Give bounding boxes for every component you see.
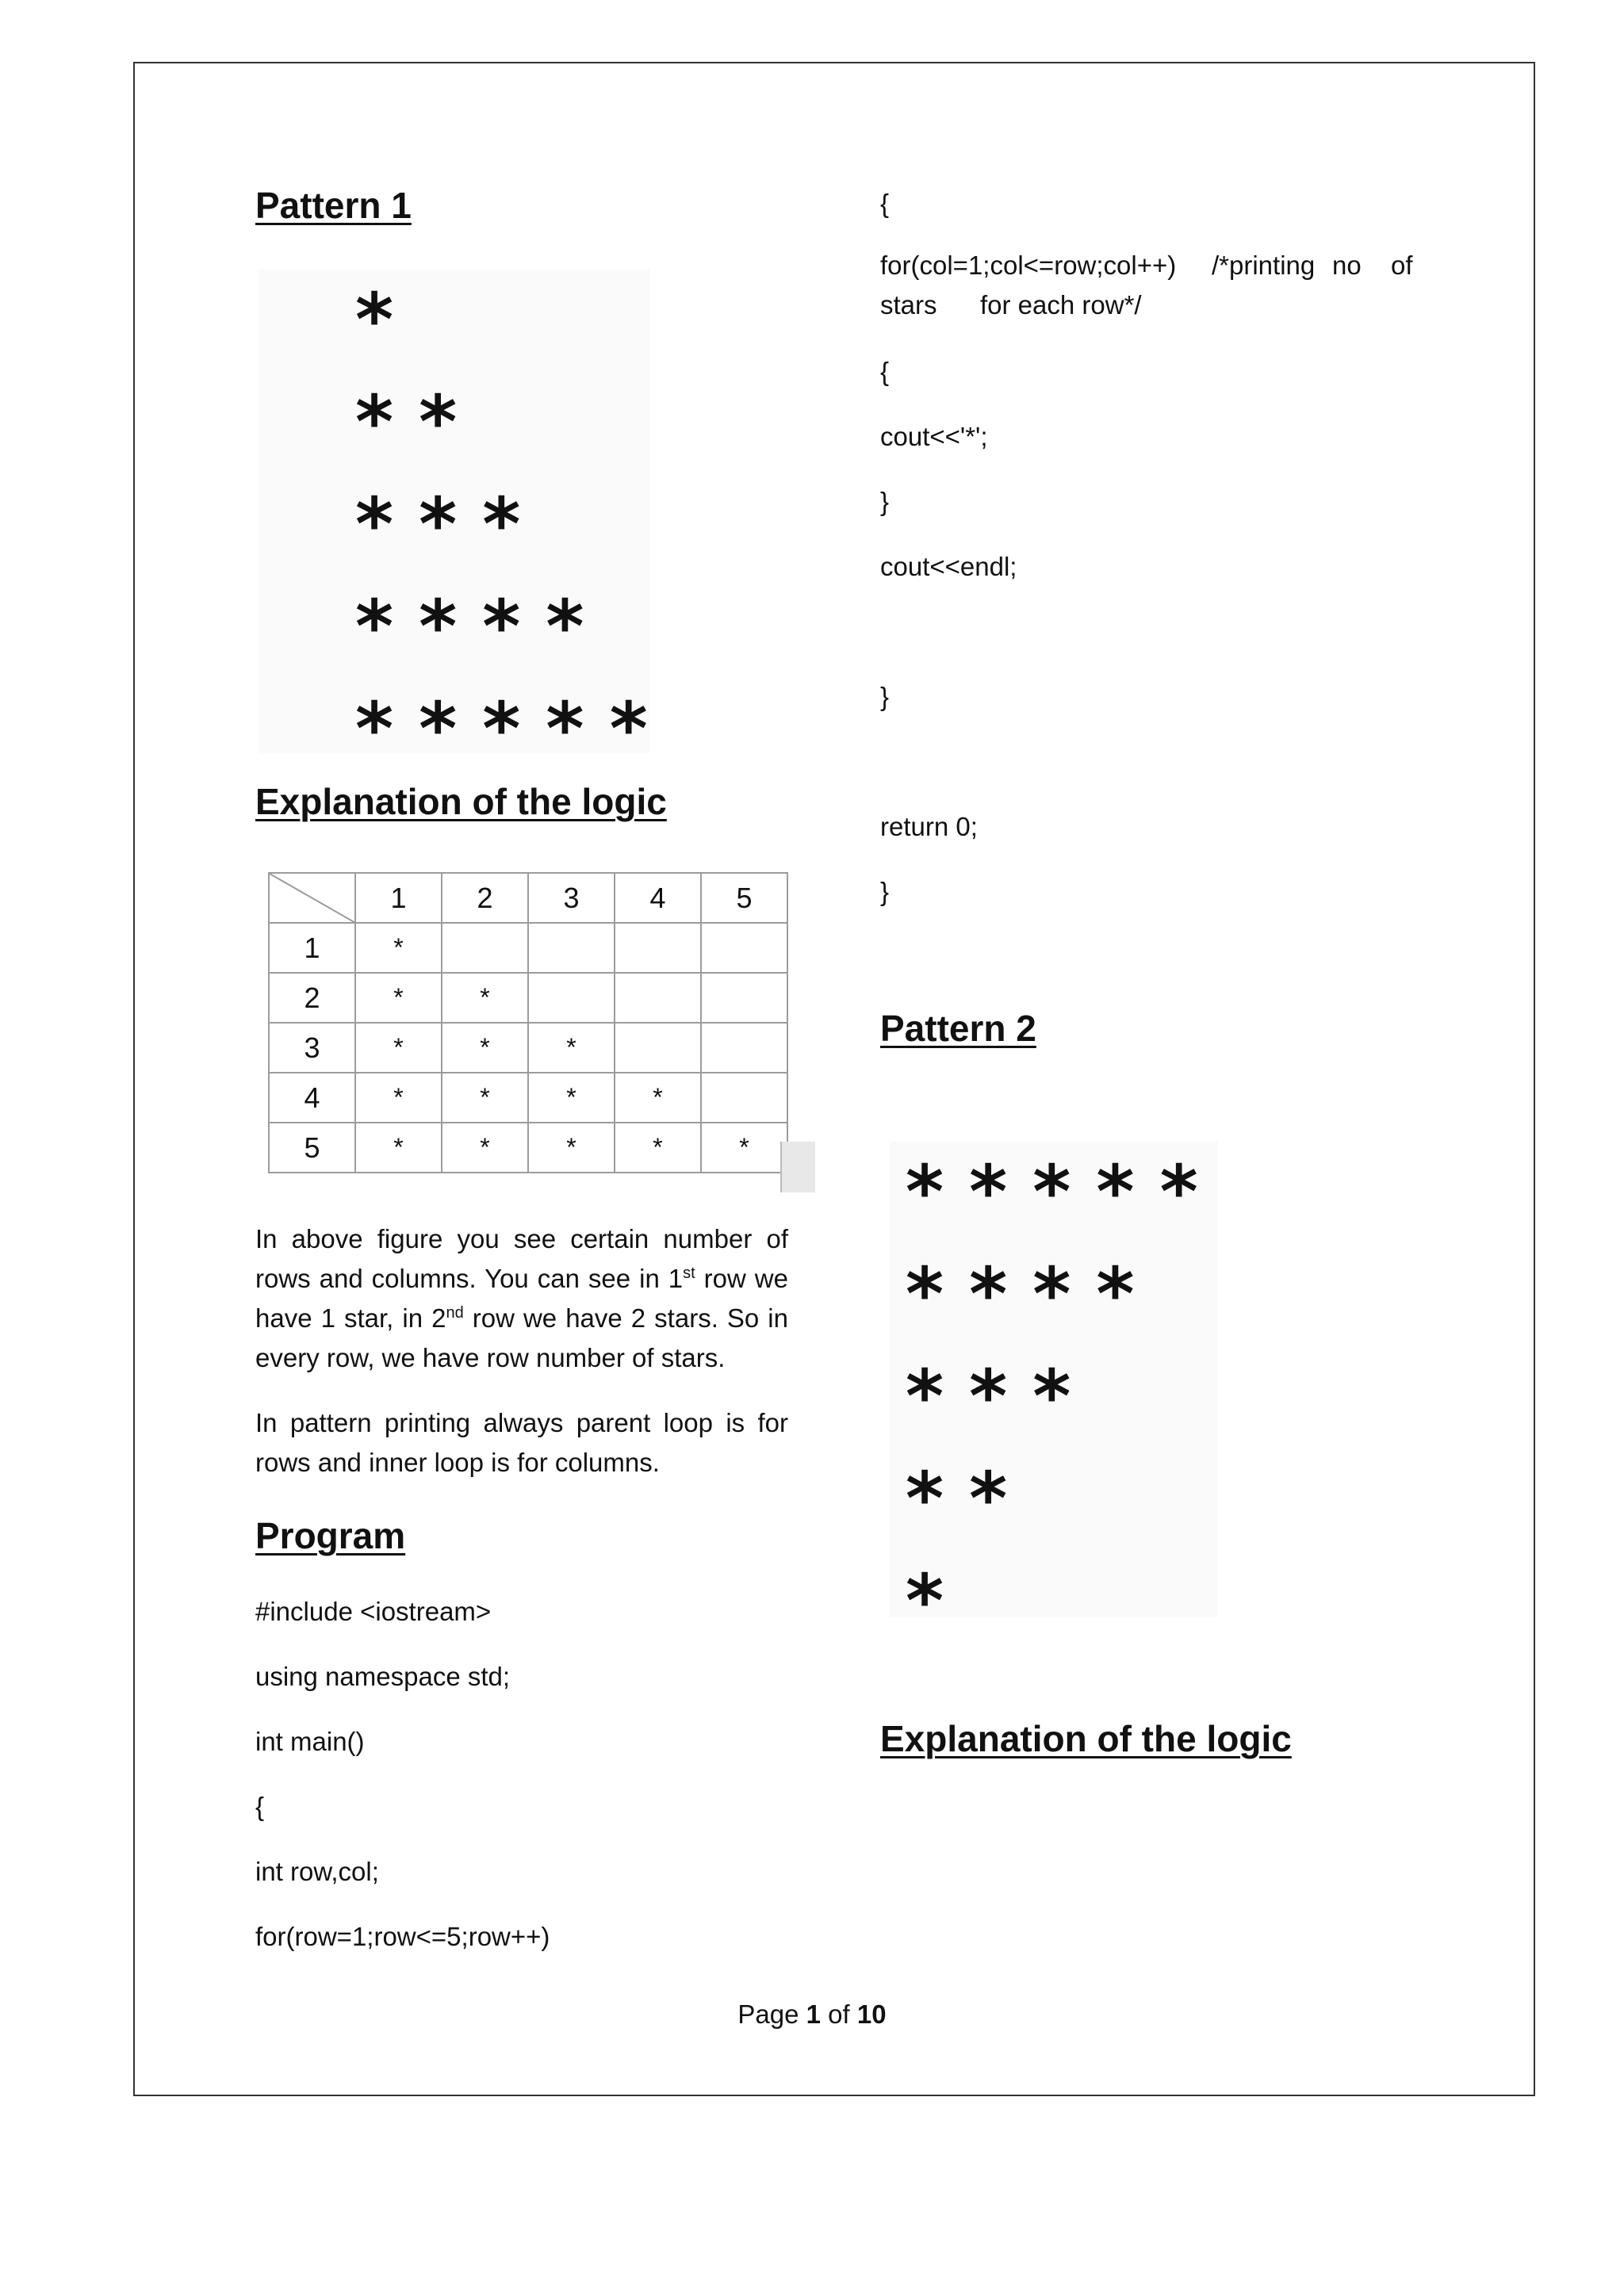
- row-label-cell: 2: [269, 973, 355, 1023]
- table-corner-cell: [269, 873, 355, 923]
- table-cell: *: [355, 973, 442, 1023]
- table-cell: [442, 923, 528, 973]
- table-header-cell: 4: [615, 873, 701, 923]
- code-line: #include <iostream>: [255, 1597, 492, 1626]
- footer-prefix: Page: [737, 1999, 806, 2029]
- thumbnail-image: [780, 1142, 815, 1192]
- explanation2-heading: Explanation of the logic: [880, 1718, 1292, 1759]
- code-comment: for each row*/: [980, 290, 1142, 320]
- code-line: {: [255, 1792, 265, 1821]
- code-line: }: [880, 487, 890, 516]
- row-label-cell: 5: [269, 1123, 355, 1173]
- program-heading: Program: [255, 1515, 406, 1556]
- loop-paragraph: In pattern printing always parent loop is for rows and inner loop is for columns.: [255, 1408, 788, 1477]
- code-line: }: [880, 682, 890, 711]
- table-cell: *: [442, 973, 528, 1023]
- table-cell: [701, 1023, 787, 1073]
- table-row: [269, 923, 787, 973]
- table-cell: *: [442, 1073, 528, 1123]
- pattern1-heading: Pattern 1: [255, 185, 412, 226]
- row-label-cell: 1: [269, 923, 355, 973]
- table-header-cell: 5: [701, 873, 787, 923]
- total-pages: 10: [856, 1999, 887, 2029]
- table-row: [269, 1123, 787, 1173]
- code-line: cout<<endl;: [880, 552, 1017, 581]
- code-line: int main(): [255, 1727, 365, 1756]
- pattern2-row: * * *: [906, 1354, 1071, 1439]
- current-page: 1: [806, 1999, 822, 2029]
- table-cell: *: [615, 1073, 701, 1123]
- pattern2-heading: Pattern 2: [880, 1008, 1036, 1049]
- table-cell: *: [442, 1123, 528, 1173]
- table-cell: *: [355, 923, 442, 973]
- table-cell: *: [355, 1123, 442, 1173]
- para-text: In above figure you see certain number of rows and columns. You can see in 1: [255, 1224, 788, 1293]
- table-cell: [615, 973, 701, 1023]
- code-line: return 0;: [880, 812, 978, 841]
- explanation-heading: Explanation of the logic: [255, 781, 667, 822]
- pattern2-row: * * * *: [906, 1252, 1135, 1337]
- pattern1-figure: [259, 270, 650, 771]
- code-line: using namespace std;: [255, 1662, 511, 1691]
- table-row: [269, 1023, 787, 1073]
- code-comment: no: [1332, 251, 1362, 280]
- code-line: {: [880, 189, 890, 218]
- table-cell: *: [355, 1073, 442, 1123]
- code-comment: /*printing: [1212, 251, 1316, 280]
- code-comment: of: [1391, 251, 1413, 280]
- table-cell: [615, 923, 701, 973]
- pattern1-row: * * * *: [355, 584, 584, 669]
- table-cell: *: [528, 1023, 615, 1073]
- table-cell: *: [528, 1073, 615, 1123]
- pattern1-row: *: [355, 277, 394, 362]
- pattern2-row: * * * * *: [906, 1150, 1198, 1234]
- pattern1-row: * *: [355, 380, 458, 465]
- code-line: for(col=1;col<=row;col++): [880, 251, 1177, 280]
- pattern1-row: * * * * *: [355, 687, 648, 771]
- pattern2-row: *: [906, 1559, 944, 1644]
- table-cell: *: [701, 1123, 787, 1173]
- diagonal-line: [270, 874, 357, 924]
- para-text: row we have 2 stars. So in every row, we have row number of stars.: [255, 1303, 788, 1372]
- explanation-paragraph: [255, 1219, 788, 1378]
- table-cell: [701, 1073, 787, 1123]
- code-line: {: [880, 357, 890, 386]
- code-line: int row,col;: [255, 1857, 379, 1886]
- table-header-cell: 2: [442, 873, 528, 923]
- table-row: [269, 1073, 787, 1123]
- pattern1-row: * * *: [355, 482, 521, 567]
- table-row: [269, 973, 787, 1023]
- table-cell: [615, 1023, 701, 1073]
- table-cell: *: [615, 1123, 701, 1173]
- table-header-row: [269, 873, 787, 923]
- code-line: cout<<'*';: [880, 422, 988, 451]
- para-text: row we have 1 star, in 2: [255, 1264, 788, 1333]
- table-cell: *: [442, 1023, 528, 1073]
- table-cell: [528, 923, 615, 973]
- superscript: nd: [446, 1304, 464, 1322]
- code-line: for(row=1;row<=5;row++): [255, 1922, 550, 1951]
- table-cell: *: [355, 1023, 442, 1073]
- pattern2-row: * *: [906, 1456, 1008, 1541]
- superscript: st: [683, 1265, 695, 1282]
- table-cell: [701, 973, 787, 1023]
- code-comment: stars: [880, 290, 937, 320]
- row-label-cell: 3: [269, 1023, 355, 1073]
- table-cell: [528, 973, 615, 1023]
- footer-middle: of: [821, 1999, 857, 2029]
- page-number: [0, 1999, 1624, 2030]
- table-cell: [701, 923, 787, 973]
- code-line: }: [880, 877, 890, 906]
- logic-table: [268, 872, 788, 1173]
- table-header-cell: 1: [355, 873, 442, 923]
- table-cell: *: [528, 1123, 615, 1173]
- table-header-cell: 3: [528, 873, 615, 923]
- row-label-cell: 4: [269, 1073, 355, 1123]
- pattern2-figure: [890, 1142, 1218, 1644]
